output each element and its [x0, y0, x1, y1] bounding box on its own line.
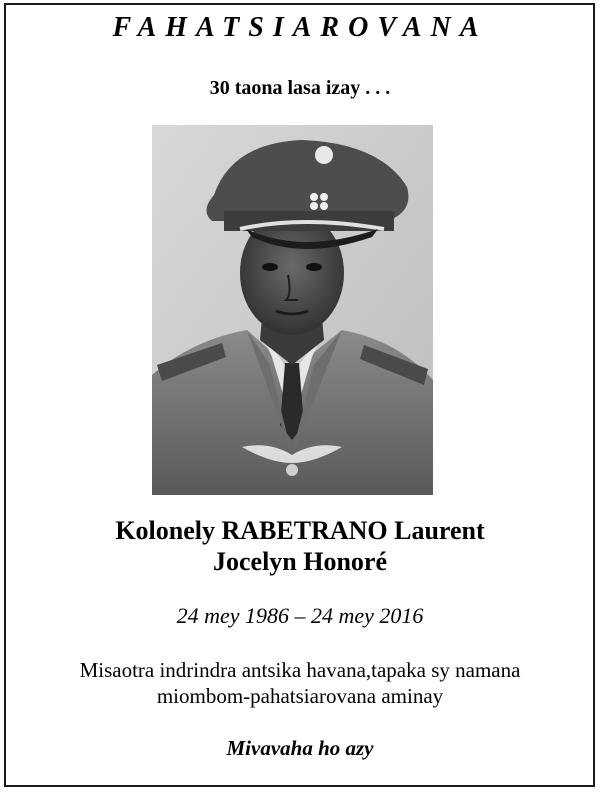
thank-you-message — [0, 657, 600, 709]
portrait-illustration — [152, 125, 433, 495]
message-line-1: Misaotra indrindra antsika havana,tapaka sy namana — [79, 658, 521, 682]
message-line-2: miombom-pahatsiarovana aminay — [156, 684, 444, 708]
portrait-photo — [152, 125, 433, 495]
closing-prayer: Mivavaha ho azy — [226, 736, 374, 760]
deceased-name — [0, 515, 600, 577]
name-line-2: Jocelyn Honoré — [212, 547, 388, 576]
memorial-dates: 24 mey 1986 – 24 mey 2016 — [176, 603, 424, 628]
name-line-1: Kolonely RABETRANO Laurent — [115, 516, 485, 545]
memorial-subtitle: 30 taona lasa izay . . . — [209, 77, 391, 99]
memorial-title: FAHATSIAROVANA — [112, 12, 488, 43]
